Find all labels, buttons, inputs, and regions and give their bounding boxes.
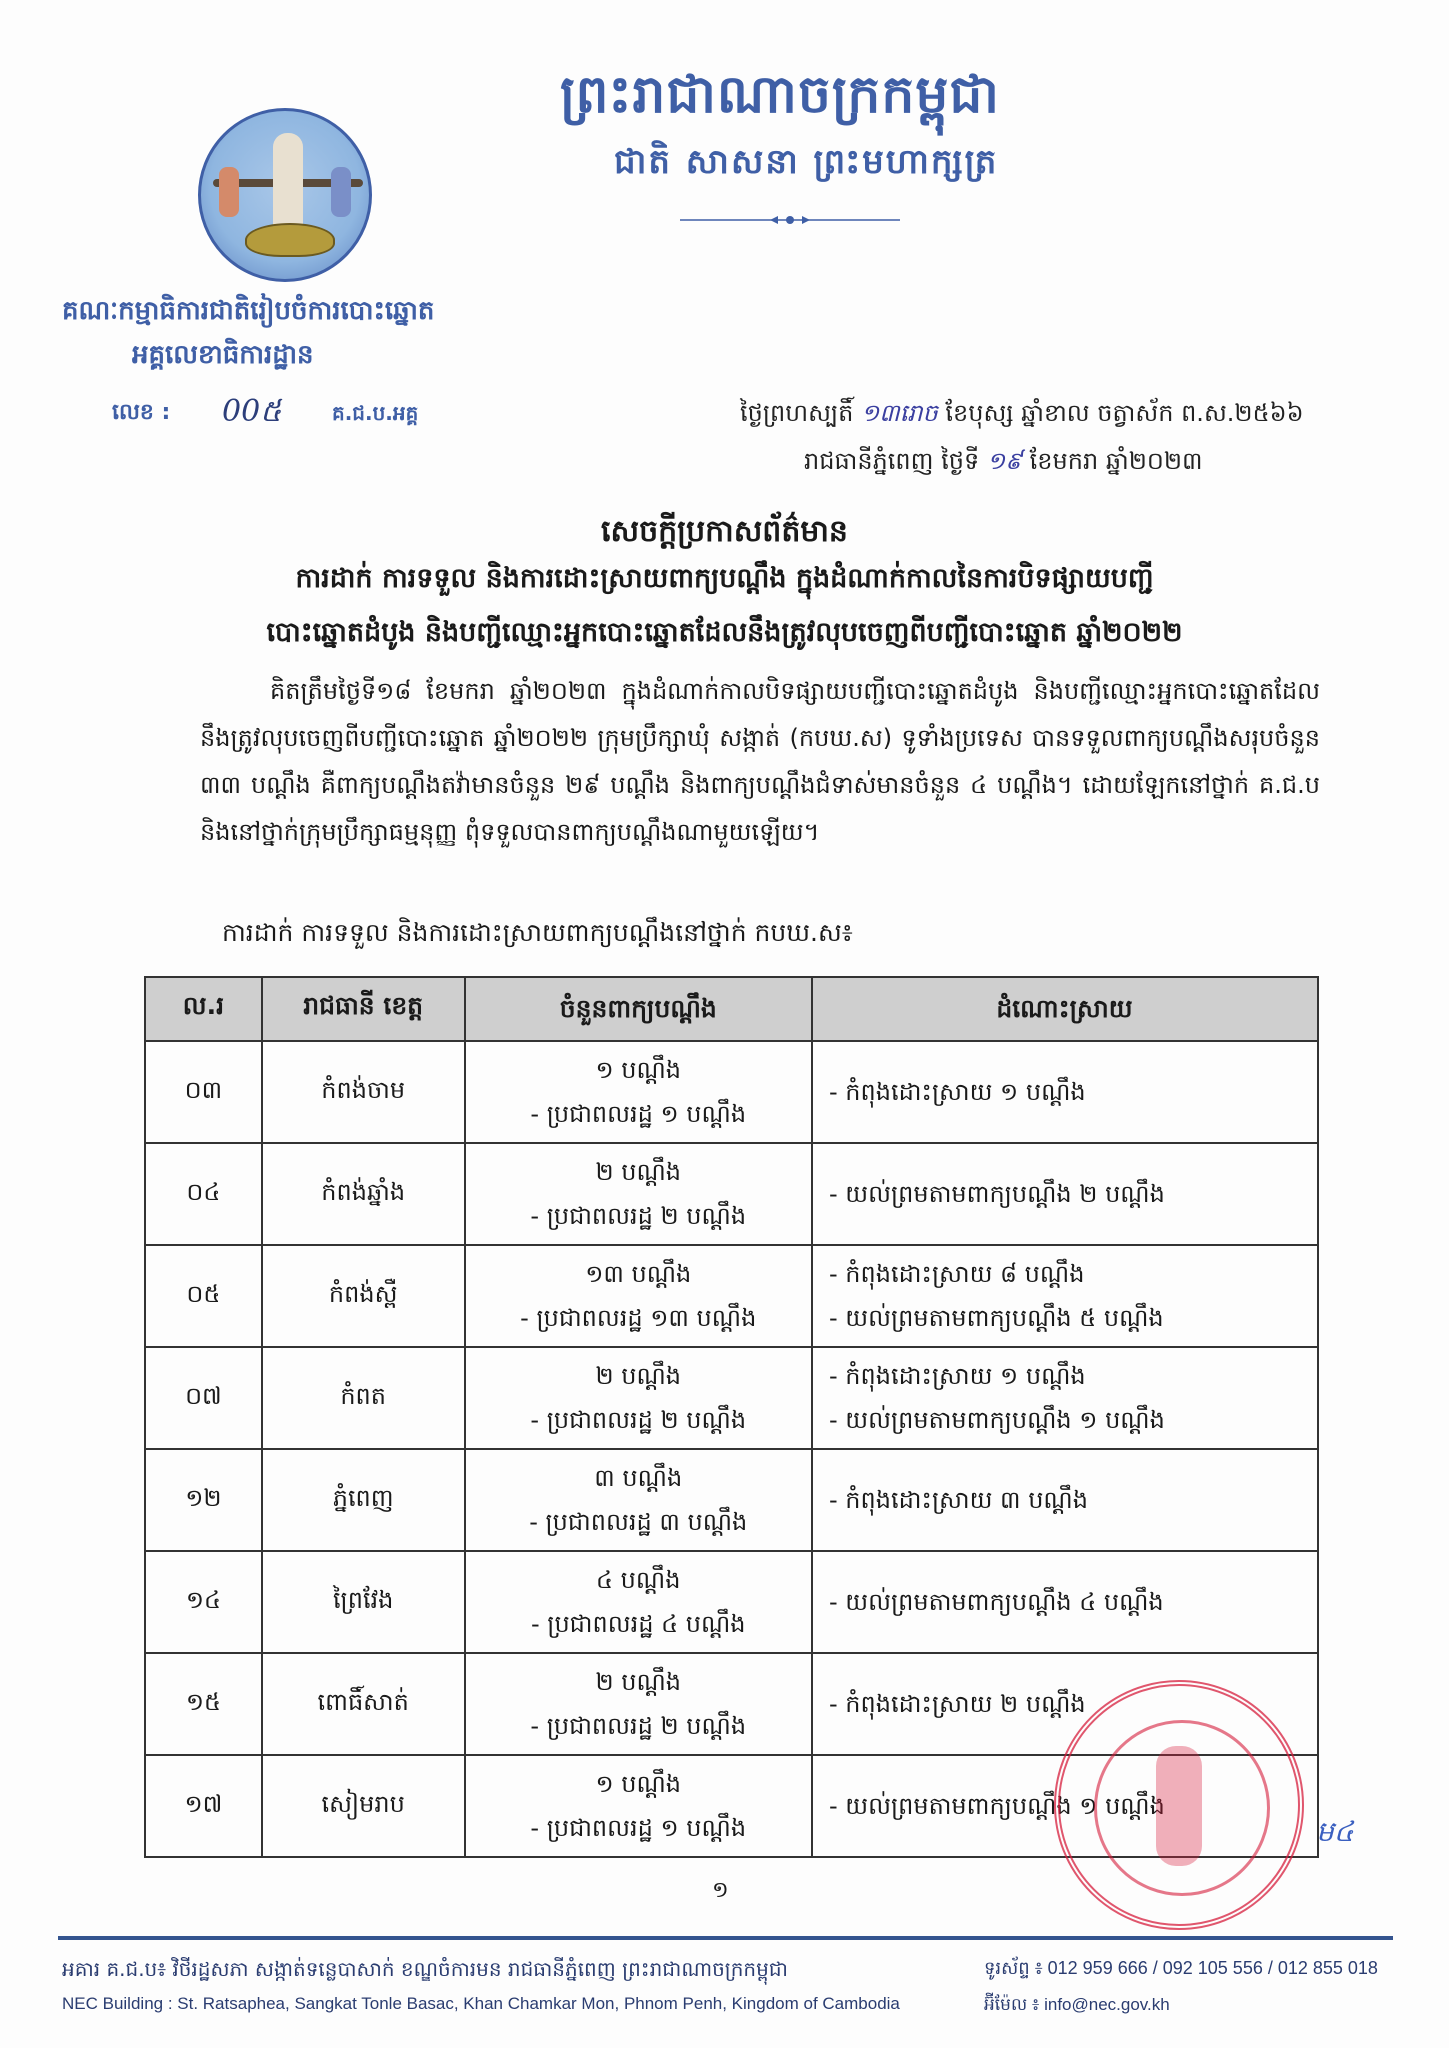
complaints-total: ២ បណ្ដឹង bbox=[595, 1362, 682, 1390]
page-number: ១ bbox=[712, 1878, 729, 1903]
cell-number: ០៤ bbox=[145, 1143, 262, 1245]
table-row bbox=[145, 1551, 1318, 1653]
resolution-line: - កំពុងដោះស្រាយ ១ បណ្ដឹង bbox=[828, 1078, 1086, 1106]
cell-province: កំពង់ចាម bbox=[262, 1041, 465, 1143]
solar-date-rest: ខែមករា ឆ្នាំ២០២៣ bbox=[1029, 447, 1203, 475]
table-row bbox=[145, 1347, 1318, 1449]
complaints-detail: - ប្រជាពលរដ្ឋ ២ បណ្ដឹង bbox=[530, 1406, 747, 1434]
cell-complaints bbox=[465, 1449, 812, 1551]
cell-province: កំពង់ស្ពឺ bbox=[262, 1245, 465, 1347]
cell-province: ភ្នំពេញ bbox=[262, 1449, 465, 1551]
cell-number: ០៣ bbox=[145, 1041, 262, 1143]
complaints-detail: - ប្រជាពលរដ្ឋ ២ បណ្ដឹង bbox=[530, 1202, 747, 1230]
table-row bbox=[145, 1449, 1318, 1551]
resolution-line: - យល់ព្រមតាមពាក្យបណ្ដឹង ១ បណ្ដឹង bbox=[828, 1792, 1165, 1820]
cell-resolution bbox=[812, 1143, 1318, 1245]
cell-resolution bbox=[812, 1449, 1318, 1551]
body-paragraph-text: គិតត្រឹមថ្ងៃទី១៨ ខែមករា ឆ្នាំ២០២៣ ក្នុងដំណាក់កាលបិទផ្សាយបញ្ជីបោះឆ្នោតដំបូង និងបញ្ជីឈ្មោះអ្នកបោះឆ្នោតដែលនឹងត្រូវលុបចេញពីបញ្ជីបោះឆ្នោត ឆ្នាំ២០២២ ក្រុមប្រឹក្សាឃុំ សង្កាត់ (កបឃ.ស) ទូទាំងប្រទេស បានទទួលពាក្យបណ្ដឹងសរុបចំនួន ៣៣ បណ្ដឹង គឺពាក្យបណ្ដឹងតវ៉ាមានចំនួន ២៩ បណ្ដឹង និងពាក្យបណ្ដឹងជំទាស់មានចំនួន ៤ បណ្ដឹង។ ដោយឡែកនៅថ្នាក់ គ.ជ.ប និងនៅថ្នាក់ក្រុមប្រឹក្សាធម្មនុញ្ញ ពុំទទួលបានពាក្យបណ្ដឹងណាមួយឡើយ។ bbox=[200, 677, 1320, 846]
complaints-total: ១៣ បណ្ដឹង bbox=[585, 1260, 692, 1288]
table-heading: ការដាក់ ការទទួល និងការដោះស្រាយពាក្យបណ្ដឹងនៅថ្នាក់ កបឃ.ស៖ bbox=[222, 918, 853, 947]
logo-turtle bbox=[245, 223, 335, 257]
resolution-line: - កំពុងដោះស្រាយ ៣ បណ្ដឹង bbox=[828, 1486, 1088, 1514]
cell-number: ០៥ bbox=[145, 1245, 262, 1347]
complaints-total: ២ បណ្ដឹង bbox=[595, 1668, 682, 1696]
footer-phone bbox=[984, 1956, 1378, 1983]
complaints-total: ២ បណ្ដឹង bbox=[595, 1158, 682, 1186]
table-row bbox=[145, 1245, 1318, 1347]
document-subtitle-line2: បោះឆ្នោតដំបូង និងបញ្ជីឈ្មោះអ្នកបោះឆ្នោតដែលនឹងត្រូវលុបចេញពីបញ្ជីបោះឆ្នោត ឆ្នាំ២០២២ bbox=[266, 617, 1183, 648]
cell-resolution bbox=[812, 1551, 1318, 1653]
complaints-total: ៤ បណ្ដឹង bbox=[596, 1566, 681, 1594]
column-header-complaints: ចំនួនពាក្យបណ្ដឹង bbox=[465, 977, 812, 1041]
column-header-province: រាជធានី ខេត្ត bbox=[262, 977, 465, 1041]
complaints-total: ១ បណ្ដឹង bbox=[595, 1056, 682, 1084]
logo-right-figure bbox=[331, 167, 351, 217]
cell-resolution bbox=[812, 1245, 1318, 1347]
body-paragraph bbox=[200, 668, 1320, 856]
complaints-detail: - ប្រជាពលរដ្ឋ ៣ បណ្ដឹង bbox=[529, 1508, 748, 1536]
email-label: អ៊ីម៉ែល ៖ bbox=[984, 1995, 1040, 2014]
logo-left-figure bbox=[219, 167, 239, 217]
logo-central-figure bbox=[273, 133, 303, 233]
resolution-line: - យល់ព្រមតាមពាក្យបណ្ដឹង ៥ បណ្ដឹង bbox=[828, 1304, 1164, 1332]
phone-label: ទូរស័ព្ទ ៖ bbox=[984, 1958, 1043, 1978]
resolution-line: - កំពុងដោះស្រាយ ៨ បណ្ដឹង bbox=[828, 1260, 1085, 1288]
reference-label: លេខ : bbox=[112, 400, 171, 425]
column-header-number: ល.រ bbox=[145, 977, 262, 1041]
cell-complaints bbox=[465, 1551, 812, 1653]
table-row bbox=[145, 1143, 1318, 1245]
cell-number: ១២ bbox=[145, 1449, 262, 1551]
lunar-date-prefix: ថ្ងៃព្រហស្បតិ៍ bbox=[740, 399, 854, 427]
table-row bbox=[145, 1041, 1318, 1143]
cell-number: ១៧ bbox=[145, 1755, 262, 1857]
email-address[interactable]: info@nec.gov.kh bbox=[1044, 1995, 1170, 2014]
cell-number: ០៧ bbox=[145, 1347, 262, 1449]
cell-complaints bbox=[465, 1755, 812, 1857]
footer-divider bbox=[58, 1936, 1393, 1940]
document-title: សេចក្ដីប្រកាសព័ត៌មាន bbox=[601, 514, 848, 549]
complaints-detail: - ប្រជាពលរដ្ឋ ២ បណ្ដឹង bbox=[530, 1712, 747, 1740]
official-stamp bbox=[1054, 1680, 1304, 1930]
cell-province: កំពត bbox=[262, 1347, 465, 1449]
phone-numbers: 012 959 666 / 092 105 556 / 012 855 018 bbox=[1047, 1958, 1378, 1978]
cell-complaints bbox=[465, 1347, 812, 1449]
cell-complaints bbox=[465, 1653, 812, 1755]
resolution-line: - កំពុងដោះស្រាយ ១ បណ្ដឹង bbox=[828, 1362, 1086, 1390]
solar-date-prefix: រាជធានីភ្នំពេញ ថ្ងៃទី bbox=[804, 447, 980, 475]
lunar-date-handwritten: ១៣រោច bbox=[860, 399, 938, 427]
table-header-row bbox=[145, 977, 1318, 1041]
cell-number: ១៥ bbox=[145, 1653, 262, 1755]
cell-province: កំពង់ឆ្នាំង bbox=[262, 1143, 465, 1245]
resolution-line: - យល់ព្រមតាមពាក្យបណ្ដឹង ២ បណ្ដឹង bbox=[828, 1180, 1165, 1208]
solar-date-handwritten: ១៩ bbox=[986, 447, 1023, 475]
complaints-total: ១ បណ្ដឹង bbox=[595, 1770, 682, 1798]
reference-suffix: គ.ជ.ប.អគ្គ bbox=[332, 401, 419, 425]
kingdom-heading: ព្រះរាជាណាចក្រកម្ពុជា bbox=[560, 65, 1000, 125]
cell-province: សៀមរាប bbox=[262, 1755, 465, 1857]
lunar-date bbox=[740, 398, 1304, 433]
lunar-date-rest: ខែបុស្ស ឆ្នាំខាល ចត្វាស័ក ព.ស.២៥៦៦ bbox=[945, 399, 1304, 427]
cell-province: ពោធិ៍សាត់ bbox=[262, 1653, 465, 1755]
resolution-line: - យល់ព្រមតាមពាក្យបណ្ដឹង ៤ បណ្ដឹង bbox=[828, 1588, 1164, 1616]
reference-number: 00៥ bbox=[222, 394, 282, 429]
cell-complaints bbox=[465, 1245, 812, 1347]
ornament-divider bbox=[680, 214, 900, 226]
column-header-resolution: ដំណោះស្រាយ bbox=[812, 977, 1318, 1041]
stamp-figure bbox=[1156, 1746, 1202, 1866]
nec-logo bbox=[198, 108, 372, 282]
footer-email bbox=[984, 1994, 1170, 2019]
cell-resolution bbox=[812, 1041, 1318, 1143]
organization-name: គណៈកម្មាធិការជាតិរៀបចំការបោះឆ្នោត bbox=[62, 296, 435, 326]
complaints-total: ៣ បណ្ដឹង bbox=[594, 1464, 683, 1492]
signature-initials: ម៤ bbox=[1316, 1815, 1354, 1848]
solar-date bbox=[804, 446, 1203, 481]
cell-province: ព្រៃវែង bbox=[262, 1551, 465, 1653]
complaints-detail: - ប្រជាពលរដ្ឋ ១ បណ្ដឹង bbox=[530, 1814, 747, 1842]
footer-address-khmer: អគារ គ.ជ.ប៖ វិថីរដ្ឋសភា សង្កាត់ទន្លេបាសាក់ ខណ្ឌចំការមន រាជធានីភ្នំពេញ ព្រះរាជាណាចក្រកម្ពុជា bbox=[62, 1957, 788, 1981]
complaints-detail: - ប្រជាពលរដ្ឋ ៤ បណ្ដឹង bbox=[531, 1610, 746, 1638]
cell-number: ១៤ bbox=[145, 1551, 262, 1653]
complaints-detail: - ប្រជាពលរដ្ឋ ១៣ បណ្ដឹង bbox=[520, 1304, 757, 1332]
footer-address-english: NEC Building : St. Ratsaphea, Sangkat Tonle Basac, Khan Chamkar Mon, Phnom Penh, Kingdom of Cambodia bbox=[62, 1994, 900, 2013]
document-subtitle-line1: ការដាក់ ការទទួល និងការដោះស្រាយពាក្យបណ្ដឹង ក្នុងដំណាក់កាលនៃការបិទផ្សាយបញ្ជី bbox=[295, 563, 1154, 594]
national-motto: ជាតិ សាសនា ព្រះមហាក្សត្រ bbox=[614, 142, 999, 182]
resolution-line: - កំពុងដោះស្រាយ ២ បណ្ដឹង bbox=[828, 1690, 1086, 1718]
cell-complaints bbox=[465, 1143, 812, 1245]
department-name: អគ្គលេខាធិការដ្ឋាន bbox=[132, 340, 314, 370]
cell-complaints bbox=[465, 1041, 812, 1143]
complaints-detail: - ប្រជាពលរដ្ឋ ១ បណ្ដឹង bbox=[530, 1100, 747, 1128]
cell-resolution bbox=[812, 1347, 1318, 1449]
resolution-line: - យល់ព្រមតាមពាក្យបណ្ដឹង ១ បណ្ដឹង bbox=[828, 1406, 1165, 1434]
